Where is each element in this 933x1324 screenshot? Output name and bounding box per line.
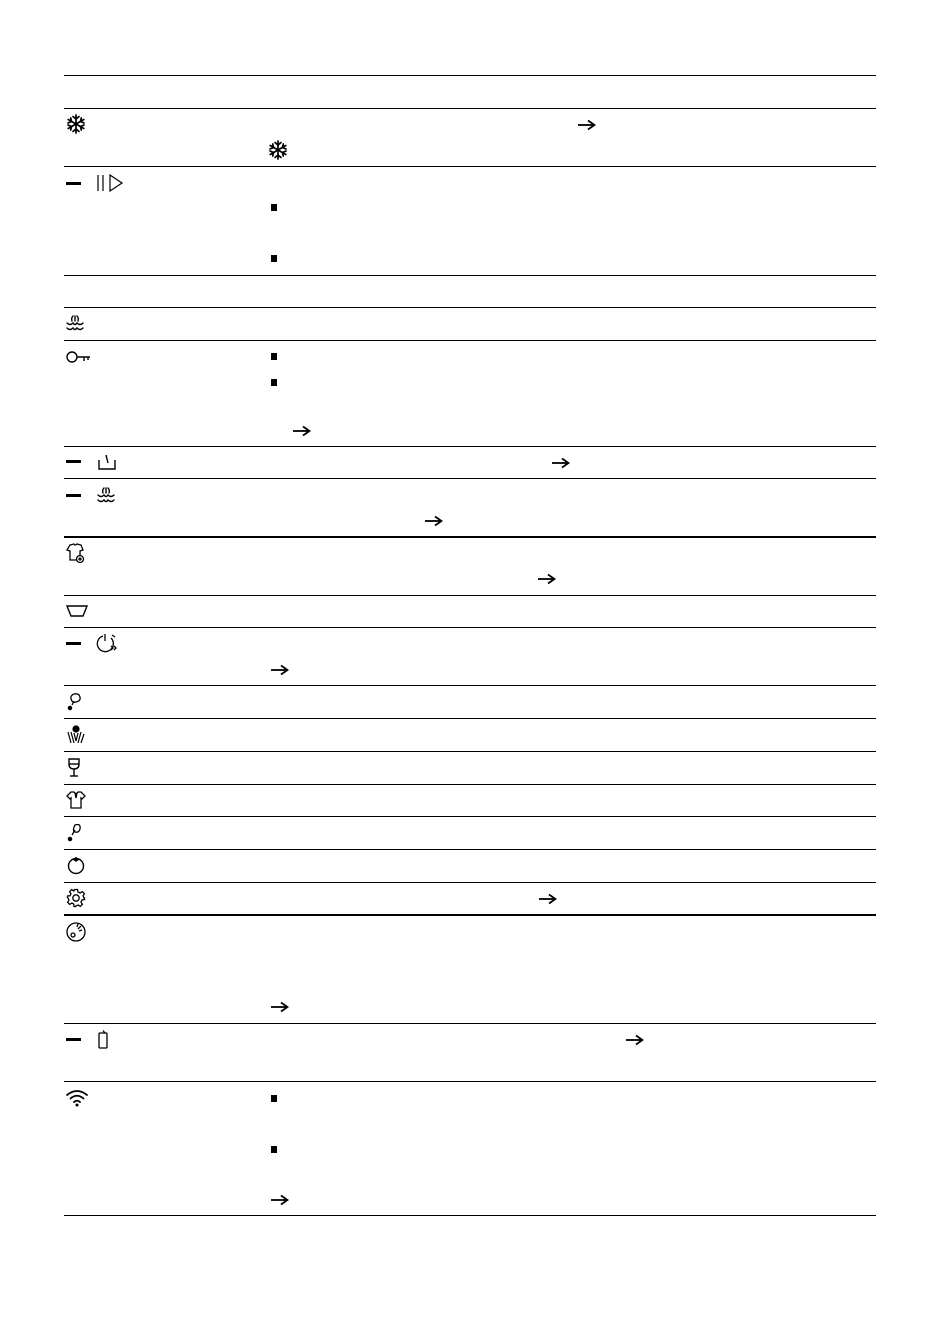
table-row <box>64 166 876 275</box>
bullet-icon <box>271 204 277 211</box>
bullet-icon <box>271 1095 277 1102</box>
arrow-icon <box>578 118 596 130</box>
arrow-icon <box>271 663 289 675</box>
symbol-table <box>64 0 876 1324</box>
arrow-icon <box>271 1193 289 1205</box>
arrow-icon <box>425 514 443 526</box>
table-row <box>64 307 876 340</box>
snowflake-icon <box>268 140 288 160</box>
gear-icon <box>66 888 86 908</box>
table-row <box>64 1023 876 1081</box>
shirt-icon <box>65 790 87 810</box>
wifi-icon <box>65 1089 89 1107</box>
arrow-icon <box>293 424 311 436</box>
table-row <box>64 595 876 627</box>
dash-icon <box>66 494 81 497</box>
table-row <box>64 751 876 784</box>
phone-icon <box>97 1030 109 1050</box>
table-row <box>64 718 876 751</box>
start-pause-icon <box>96 174 124 192</box>
table-row <box>64 275 876 307</box>
table-row <box>64 340 876 446</box>
arrow-icon <box>626 1033 644 1045</box>
table-row <box>64 914 876 1023</box>
table-row <box>64 816 876 849</box>
table-top-rule <box>64 75 876 76</box>
bullet-icon <box>271 353 277 360</box>
table-row <box>64 784 876 816</box>
bullet-icon <box>271 379 277 386</box>
key-icon <box>66 350 92 364</box>
tub-icon <box>66 604 88 618</box>
rinse-hold-icon <box>97 452 117 472</box>
arrow-icon <box>271 1000 289 1012</box>
table-row <box>64 108 876 166</box>
snowflake-icon <box>66 114 86 134</box>
table-row <box>64 882 876 914</box>
drum-clean-icon <box>65 921 87 943</box>
dash-icon <box>66 182 81 185</box>
table-row <box>64 1081 876 1215</box>
stain-icon <box>66 692 84 712</box>
tomato-icon <box>66 855 86 875</box>
table-row <box>64 685 876 718</box>
steam-icon <box>65 314 85 334</box>
hygiene-icon <box>65 724 87 746</box>
steam-icon <box>96 486 116 506</box>
table-row <box>64 478 876 536</box>
arrow-icon <box>552 456 570 468</box>
table-bottom-rule <box>64 1215 876 1216</box>
dash-icon <box>66 642 81 645</box>
shirt-settings-icon <box>65 542 87 564</box>
bullet-icon <box>271 255 277 262</box>
table-row <box>64 446 876 478</box>
table-row <box>64 849 876 882</box>
table-row <box>64 627 876 685</box>
wine-glass-icon <box>66 757 82 779</box>
water-drop-icon <box>66 822 84 842</box>
table-row <box>64 536 876 595</box>
dash-icon <box>66 1038 81 1041</box>
dash-icon <box>66 460 81 463</box>
bullet-icon <box>271 1146 277 1153</box>
speed-timer-icon <box>96 633 118 655</box>
arrow-icon <box>539 892 557 904</box>
arrow-icon <box>538 572 556 584</box>
